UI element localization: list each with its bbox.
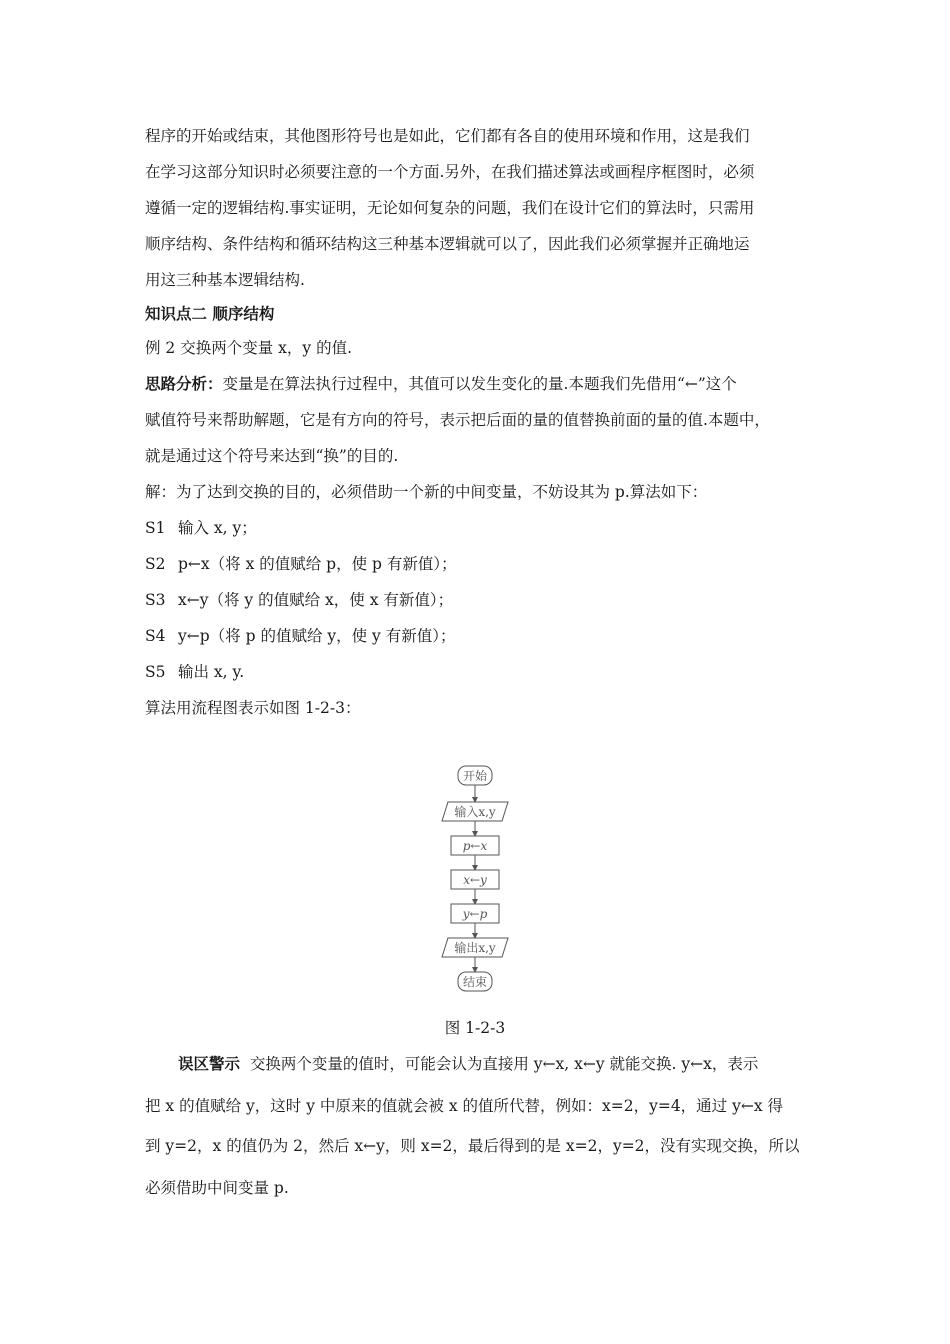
flow-process-label: x←y — [463, 873, 487, 887]
step-text: y←p（将 p 的值赋给 y，使 y 有新值）； — [178, 627, 456, 645]
step-number: S1 — [145, 519, 166, 537]
flow-start-label: 开始 — [462, 769, 488, 783]
flow-end-label: 结束 — [462, 975, 488, 989]
algorithm-step — [145, 626, 815, 646]
step-text: 输入 x, y； — [178, 519, 257, 537]
analysis-line: 赋值符号来帮助解题，它是有方向的符号，表示把后面的量的值替换前面的量的值.本题中， — [145, 411, 770, 429]
paragraph-line: 遵循一定的逻辑结构.事实证明，无论如何复杂的问题，我们在设计它们的算法时，只需用 — [145, 199, 755, 217]
flowchart-diagram — [420, 760, 530, 1000]
step-number: S2 — [145, 555, 166, 573]
analysis-line — [145, 374, 815, 394]
flow-process-label: y←p — [462, 907, 488, 921]
warning-line: 必须借助中间变量 p. — [145, 1179, 289, 1197]
paragraph-line: 用这三种基本逻辑结构. — [145, 271, 305, 289]
warning-label: 误区警示 — [178, 1055, 241, 1073]
step-number: S3 — [145, 591, 166, 609]
warning-line — [178, 1054, 818, 1074]
warning-line: 把 x 的值赋给 y，这时 y 中原来的值就会被 x 的值所代替，例如：x=2，y=4，通过 y←x 得 — [145, 1097, 784, 1115]
step-text: p←x（将 x 的值赋给 p，使 p 有新值）； — [178, 555, 457, 573]
flow-output-label: 输出x,y — [454, 941, 496, 955]
paragraph-line: 顺序结构、条件结构和循环结构这三种基本逻辑就可以了，因此我们必须掌握并正确地运 — [145, 235, 750, 253]
figure-caption: 图 1-2-3 — [444, 1019, 506, 1037]
algorithm-step — [145, 590, 815, 610]
algorithm-step — [145, 518, 815, 538]
flow-input-label: 输入x,y — [454, 805, 496, 819]
flowchart-intro: 算法用流程图表示如图 1-2-3： — [145, 699, 361, 717]
example-statement: 例 2 交换两个变量 x，y 的值. — [145, 339, 352, 357]
algorithm-step — [145, 554, 815, 574]
analysis-label: 思路分析： — [145, 375, 223, 393]
warning-line: 到 y=2，x 的值仍为 2，然后 x←y，则 x=2，最后得到的是 x=2，y=2，没有实现交换，所以 — [145, 1137, 800, 1155]
paragraph-line: 程序的开始或结束，其他图形符号也是如此，它们都有各自的使用环境和作用，这是我们 — [145, 127, 750, 145]
flow-process-label: p←x — [462, 839, 488, 853]
analysis-line: 就是通过这个符号来达到“换”的目的. — [145, 447, 399, 465]
analysis-text: 变量是在算法执行过程中，其值可以发生变化的量.本题我们先借用“←”这个 — [222, 375, 737, 393]
algorithm-step — [145, 662, 815, 682]
paragraph-line: 在学习这部分知识时必须要注意的一个方面.另外，在我们描述算法或画程序框图时，必须 — [145, 163, 755, 181]
step-number: S4 — [145, 627, 166, 645]
solution-intro: 解：为了达到交换的目的，必须借助一个新的中间变量，不妨设其为 p.算法如下： — [145, 483, 708, 501]
section-title: 知识点二 顺序结构 — [145, 305, 275, 323]
step-text: 输出 x, y. — [178, 663, 245, 681]
step-text: x←y（将 y 的值赋给 x，使 x 有新值）； — [178, 591, 454, 609]
step-number: S5 — [145, 663, 166, 681]
warning-text: 交换两个变量的值时，可能会认为直接用 y←x, x←y 就能交换. y←x，表示 — [249, 1055, 759, 1073]
